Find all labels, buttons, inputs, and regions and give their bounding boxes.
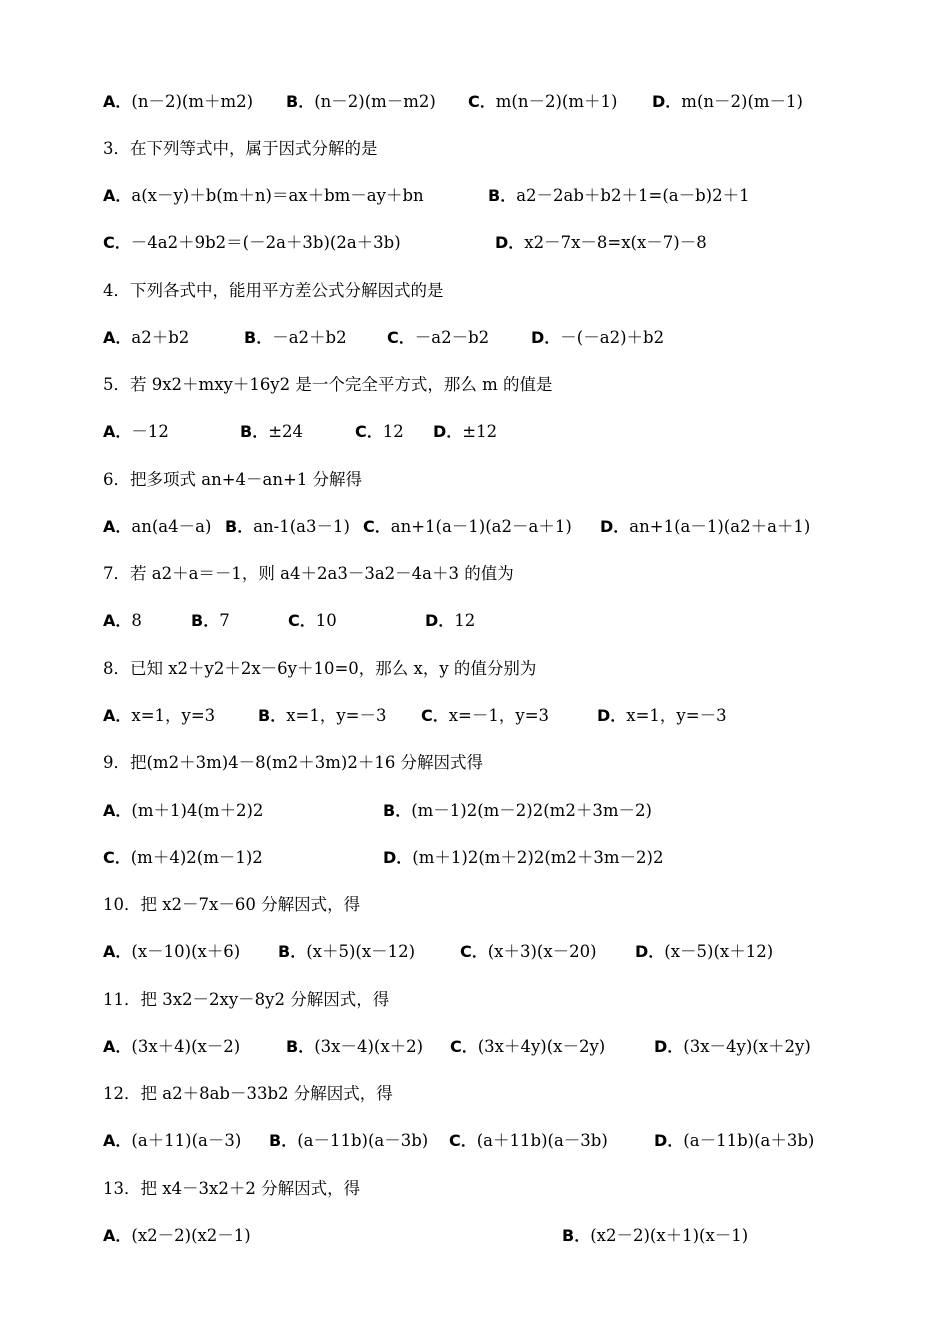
q7-options	[103, 606, 910, 636]
q13-options	[103, 1221, 910, 1251]
option-a: A．(x2－2)(x2－1)	[103, 1226, 251, 1245]
option-d: D．±12	[433, 422, 498, 441]
option-b: B．(x＋5)(x－12)	[278, 942, 416, 961]
q5-options	[103, 417, 910, 447]
option-a: A．a2＋b2	[103, 328, 190, 347]
option-a: A．(x－10)(x＋6)	[103, 942, 241, 961]
option-d: D．m(n－2)(m－1)	[652, 92, 803, 111]
option-b: B．(3x－4)(x＋2)	[286, 1037, 424, 1056]
option-d: D．(3x－4y)(x＋2y)	[654, 1037, 811, 1056]
option-a: A．8	[103, 611, 142, 630]
option-b: B．－a2＋b2	[244, 328, 347, 347]
q13-stem: 13．把 x4－3x2＋2 分解因式，得	[103, 1179, 361, 1198]
option-c: C．－a2－b2	[387, 328, 490, 347]
q8-options	[103, 701, 910, 731]
q6-stem: 6．把多项式 an+4－an+1 分解得	[103, 470, 363, 489]
option-b: B．a2－2ab＋b2＋1=(a－b)2＋1	[488, 186, 750, 205]
option-c: C．(m＋4)2(m－1)2	[103, 848, 263, 867]
q6-options	[103, 512, 910, 542]
option-a: A．x=1，y=3	[103, 706, 216, 725]
q8-stem: 8．已知 x2＋y2＋2x－6y＋10=0，那么 x，y 的值分别为	[103, 659, 537, 678]
option-b: B．(x2－2)(x＋1)(x－1)	[562, 1226, 749, 1245]
q11-options	[103, 1032, 910, 1062]
option-b: B．(n－2)(m－m2)	[286, 92, 436, 111]
q5-stem: 5．若 9x2＋mxy＋16y2 是一个完全平方式，那么 m 的值是	[103, 375, 553, 394]
option-d: D．(m＋1)2(m＋2)2(m2＋3m－2)2	[383, 848, 664, 867]
option-c: C．(x＋3)(x－20)	[460, 942, 597, 961]
q12-options	[103, 1126, 910, 1156]
q3-stem: 3．在下列等式中，属于因式分解的是	[103, 139, 378, 158]
option-c: C．(a＋11b)(a－3b)	[449, 1131, 608, 1150]
option-d: D．－(－a2)＋b2	[531, 328, 665, 347]
option-a: A．(a＋11)(a－3)	[103, 1131, 242, 1150]
option-d: D．12	[425, 611, 476, 630]
q3-options-row1	[103, 181, 910, 211]
option-c: C．an+1(a－1)(a2－a＋1)	[363, 517, 572, 536]
option-b: B．(m－1)2(m－2)2(m2＋3m－2)	[383, 801, 652, 820]
option-d: D．x2－7x－8=x(x－7)－8	[495, 233, 707, 252]
q9-options-row2	[103, 843, 910, 873]
option-a: A．(n－2)(m＋m2)	[103, 92, 254, 111]
option-b: B．7	[191, 611, 230, 630]
option-a: A．(3x＋4)(x－2)	[103, 1037, 241, 1056]
option-b: B．x=1，y=－3	[258, 706, 387, 725]
option-b: B．(a－11b)(a－3b)	[269, 1131, 429, 1150]
q3-options-row2	[103, 228, 910, 258]
option-c: C．10	[288, 611, 337, 630]
q4-options	[103, 323, 910, 353]
option-d: D．x=1，y=－3	[597, 706, 727, 725]
option-c: C．(3x＋4y)(x－2y)	[450, 1037, 606, 1056]
option-a: A．an(a4－a)	[103, 517, 212, 536]
option-c: C．x=－1，y=3	[421, 706, 550, 725]
option-b: B．an-1(a3－1)	[225, 517, 350, 536]
q2-options	[103, 87, 910, 117]
q4-stem: 4．下列各式中，能用平方差公式分解因式的是	[103, 281, 444, 300]
option-d: D．(a－11b)(a＋3b)	[654, 1131, 815, 1150]
option-c: C．m(n－2)(m＋1)	[468, 92, 618, 111]
option-c: C．12	[355, 422, 404, 441]
option-a: A．－12	[103, 422, 169, 441]
q10-options	[103, 937, 910, 967]
q7-stem: 7．若 a2＋a＝－1，则 a4＋2a3－3a2－4a＋3 的值为	[103, 564, 514, 583]
q9-options-row1	[103, 796, 910, 826]
option-b: B．±24	[240, 422, 304, 441]
q9-stem: 9．把(m2＋3m)4－8(m2＋3m)2＋16 分解因式得	[103, 753, 484, 772]
option-c: C．－4a2＋9b2＝(－2a＋3b)(2a＋3b)	[103, 233, 401, 252]
option-a: A．(m＋1)4(m＋2)2	[103, 801, 264, 820]
q12-stem: 12．把 a2＋8ab－33b2 分解因式，得	[103, 1084, 393, 1103]
option-d: D．an+1(a－1)(a2＋a＋1)	[600, 517, 811, 536]
q10-stem: 10．把 x2－7x－60 分解因式，得	[103, 895, 361, 914]
option-a: A．a(x－y)＋b(m＋n)＝ax＋bm－ay＋bn	[103, 186, 424, 205]
q11-stem: 11．把 3x2－2xy－8y2 分解因式，得	[103, 990, 390, 1009]
option-d: D．(x－5)(x＋12)	[635, 942, 774, 961]
